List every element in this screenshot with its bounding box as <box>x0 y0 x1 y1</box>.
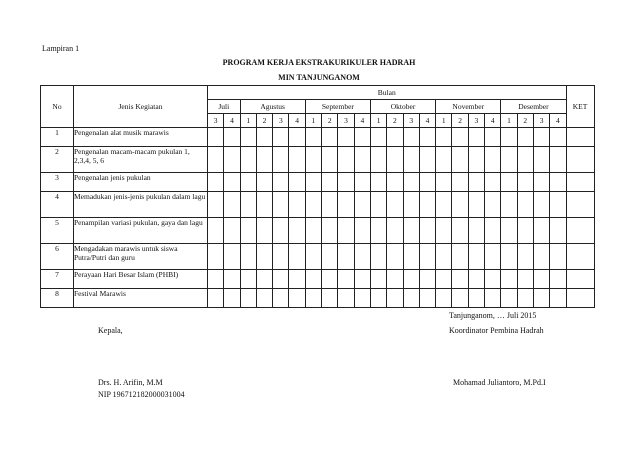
schedule-cell <box>322 270 338 289</box>
schedule-cell <box>452 173 468 192</box>
schedule-cell <box>501 289 517 308</box>
koordinator-role: Koordinator Pembina Hadrah <box>449 326 544 335</box>
schedule-cell <box>322 244 338 270</box>
schedule-cell <box>403 244 419 270</box>
schedule-cell <box>550 192 566 218</box>
schedule-cell <box>550 173 566 192</box>
schedule-cell <box>501 192 517 218</box>
activity-name: Memadukan jenis-jenis pukulan dalam lagu <box>74 192 208 218</box>
schedule-cell <box>208 218 224 244</box>
schedule-cell <box>289 218 305 244</box>
schedule-cell <box>452 244 468 270</box>
schedule-cell <box>354 147 370 173</box>
schedule-cell <box>501 270 517 289</box>
schedule-cell <box>533 192 549 218</box>
ket-cell <box>566 218 594 244</box>
table-row <box>41 289 595 308</box>
schedule-cell <box>240 270 256 289</box>
row-number: 5 <box>41 218 74 244</box>
schedule-cell <box>370 147 386 173</box>
schedule-cell <box>256 270 272 289</box>
month-header: Desember <box>501 100 566 114</box>
schedule-cell <box>517 173 533 192</box>
schedule-cell <box>533 218 549 244</box>
schedule-cell <box>240 244 256 270</box>
schedule-cell <box>322 147 338 173</box>
week-header: 3 <box>273 114 289 128</box>
schedule-cell <box>305 128 321 147</box>
activity-name: Perayaan Hari Besar Islam (PHBI) <box>74 270 208 289</box>
table-row <box>41 192 595 218</box>
schedule-cell <box>305 270 321 289</box>
schedule-cell <box>452 289 468 308</box>
schedule-cell <box>289 192 305 218</box>
header-kegiatan: Jenis Kegiatan <box>74 86 208 128</box>
schedule-cell <box>533 270 549 289</box>
schedule-cell <box>452 218 468 244</box>
lampiran-label: Lampiran 1 <box>42 44 80 53</box>
schedule-cell <box>550 244 566 270</box>
week-header: 2 <box>517 114 533 128</box>
kepala-role: Kepala, <box>98 326 123 335</box>
table-row <box>41 218 595 244</box>
schedule-cell <box>387 244 403 270</box>
schedule-cell <box>208 244 224 270</box>
schedule-cell <box>517 128 533 147</box>
schedule-cell <box>501 173 517 192</box>
schedule-cell <box>224 192 240 218</box>
schedule-cell <box>517 147 533 173</box>
schedule-cell <box>403 218 419 244</box>
activity-name: Pengenalan alat musik marawis <box>74 128 208 147</box>
schedule-cell <box>550 270 566 289</box>
schedule-cell <box>305 244 321 270</box>
week-header: 3 <box>208 114 224 128</box>
schedule-cell <box>224 289 240 308</box>
schedule-cell <box>305 289 321 308</box>
schedule-cell <box>322 173 338 192</box>
schedule-cell <box>550 289 566 308</box>
schedule-cell <box>452 147 468 173</box>
schedule-cell <box>387 173 403 192</box>
schedule-cell <box>273 147 289 173</box>
table-row <box>41 173 595 192</box>
week-header: 4 <box>224 114 240 128</box>
ket-cell <box>566 192 594 218</box>
schedule-cell <box>468 289 484 308</box>
schedule-cell <box>354 270 370 289</box>
week-header: 2 <box>256 114 272 128</box>
ket-cell <box>566 289 594 308</box>
schedule-cell <box>550 128 566 147</box>
schedule-cell <box>419 244 435 270</box>
schedule-cell <box>256 218 272 244</box>
week-header: 4 <box>289 114 305 128</box>
schedule-cell <box>338 128 354 147</box>
month-header: Oktober <box>370 100 435 114</box>
schedule-cell <box>289 270 305 289</box>
schedule-cell <box>240 218 256 244</box>
schedule-cell <box>517 270 533 289</box>
schedule-cell <box>403 147 419 173</box>
schedule-cell <box>208 192 224 218</box>
week-header: 4 <box>419 114 435 128</box>
schedule-cell <box>305 192 321 218</box>
schedule-cell <box>224 147 240 173</box>
schedule-cell <box>370 192 386 218</box>
schedule-cell <box>322 218 338 244</box>
schedule-cell <box>338 289 354 308</box>
schedule-cell <box>387 192 403 218</box>
ket-cell <box>566 270 594 289</box>
schedule-cell <box>419 270 435 289</box>
kepala-nip: NIP 196712182000031004 <box>98 390 185 399</box>
week-header: 3 <box>468 114 484 128</box>
schedule-cell <box>517 218 533 244</box>
schedule-cell <box>419 147 435 173</box>
schedule-cell <box>485 147 501 173</box>
week-header: 2 <box>322 114 338 128</box>
schedule-cell <box>485 289 501 308</box>
schedule-cell <box>370 128 386 147</box>
schedule-cell <box>240 147 256 173</box>
schedule-cell <box>387 147 403 173</box>
schedule-cell <box>436 128 452 147</box>
schedule-cell <box>485 173 501 192</box>
schedule-cell <box>370 270 386 289</box>
schedule-cell <box>305 173 321 192</box>
schedule-cell <box>517 192 533 218</box>
row-number: 3 <box>41 173 74 192</box>
schedule-cell <box>354 244 370 270</box>
schedule-cell <box>273 270 289 289</box>
schedule-cell <box>224 270 240 289</box>
schedule-cell <box>452 128 468 147</box>
month-header: Agustus <box>240 100 305 114</box>
schedule-cell <box>387 218 403 244</box>
school-title: MIN TANJUNGANOM <box>278 73 360 82</box>
schedule-cell <box>419 128 435 147</box>
schedule-cell <box>289 173 305 192</box>
schedule-cell <box>256 289 272 308</box>
schedule-cell <box>533 289 549 308</box>
schedule-cell <box>533 244 549 270</box>
schedule-cell <box>387 128 403 147</box>
schedule-cell <box>501 147 517 173</box>
header-no: No <box>41 86 74 128</box>
schedule-cell <box>322 192 338 218</box>
schedule-cell <box>338 173 354 192</box>
schedule-cell <box>289 147 305 173</box>
activity-name: Mengadakan marawis untuk siswa Putra/Putri dan guru <box>74 244 208 270</box>
schedule-cell <box>240 128 256 147</box>
schedule-cell <box>289 128 305 147</box>
week-header: 2 <box>452 114 468 128</box>
schedule-cell <box>273 218 289 244</box>
schedule-cell <box>273 173 289 192</box>
table-row <box>41 147 595 173</box>
schedule-cell <box>256 128 272 147</box>
schedule-cell <box>289 244 305 270</box>
program-table <box>40 85 595 308</box>
ket-cell <box>566 147 594 173</box>
schedule-cell <box>501 218 517 244</box>
schedule-cell <box>485 244 501 270</box>
koordinator-name: Mohamad Juliantoro, M.Pd.I <box>453 378 546 387</box>
schedule-cell <box>208 289 224 308</box>
schedule-cell <box>305 147 321 173</box>
row-number: 2 <box>41 147 74 173</box>
activity-name: Pengenalan macam-macam pukulan 1, 2,3,4, 5, 6 <box>74 147 208 173</box>
schedule-cell <box>273 244 289 270</box>
week-header: 2 <box>387 114 403 128</box>
week-header: 1 <box>240 114 256 128</box>
schedule-cell <box>436 270 452 289</box>
schedule-cell <box>468 173 484 192</box>
ket-cell <box>566 128 594 147</box>
schedule-cell <box>256 192 272 218</box>
schedule-cell <box>354 289 370 308</box>
schedule-cell <box>501 128 517 147</box>
schedule-cell <box>322 128 338 147</box>
week-header: 4 <box>550 114 566 128</box>
header-ket: KET <box>566 86 594 128</box>
activity-name: Festival Marawis <box>74 289 208 308</box>
schedule-cell <box>501 244 517 270</box>
schedule-cell <box>208 270 224 289</box>
schedule-cell <box>256 244 272 270</box>
week-header: 1 <box>370 114 386 128</box>
month-header: September <box>305 100 370 114</box>
week-header: 4 <box>354 114 370 128</box>
schedule-cell <box>419 218 435 244</box>
schedule-cell <box>224 218 240 244</box>
week-header: 3 <box>533 114 549 128</box>
schedule-cell <box>403 173 419 192</box>
row-number: 1 <box>41 128 74 147</box>
schedule-cell <box>338 192 354 218</box>
program-title: PROGRAM KERJA EKSTRAKURIKULER HADRAH <box>222 58 416 67</box>
schedule-cell <box>452 270 468 289</box>
schedule-cell <box>224 173 240 192</box>
schedule-cell <box>403 270 419 289</box>
ket-cell <box>566 173 594 192</box>
ket-cell <box>566 244 594 270</box>
schedule-cell <box>370 244 386 270</box>
table-row <box>41 128 595 147</box>
schedule-cell <box>338 218 354 244</box>
schedule-cell <box>354 218 370 244</box>
schedule-cell <box>468 147 484 173</box>
schedule-cell <box>256 173 272 192</box>
schedule-cell <box>533 128 549 147</box>
week-header: 3 <box>338 114 354 128</box>
schedule-cell <box>403 128 419 147</box>
schedule-cell <box>517 289 533 308</box>
schedule-cell <box>240 289 256 308</box>
schedule-cell <box>517 244 533 270</box>
schedule-cell <box>452 192 468 218</box>
schedule-cell <box>256 147 272 173</box>
schedule-cell <box>403 289 419 308</box>
week-header: 4 <box>485 114 501 128</box>
schedule-cell <box>370 218 386 244</box>
schedule-cell <box>468 270 484 289</box>
schedule-cell <box>468 218 484 244</box>
activity-name: Pengenalan jenis pukulan <box>74 173 208 192</box>
schedule-cell <box>387 270 403 289</box>
schedule-cell <box>273 192 289 218</box>
month-header: November <box>436 100 501 114</box>
schedule-cell <box>370 173 386 192</box>
schedule-cell <box>208 147 224 173</box>
schedule-cell <box>468 192 484 218</box>
row-number: 7 <box>41 270 74 289</box>
schedule-cell <box>533 173 549 192</box>
week-header: 1 <box>436 114 452 128</box>
schedule-cell <box>322 289 338 308</box>
schedule-cell <box>354 173 370 192</box>
schedule-cell <box>436 192 452 218</box>
schedule-cell <box>468 128 484 147</box>
schedule-cell <box>240 173 256 192</box>
schedule-cell <box>354 192 370 218</box>
schedule-cell <box>208 173 224 192</box>
schedule-cell <box>485 270 501 289</box>
schedule-cell <box>338 244 354 270</box>
kepala-name: Drs. H. Arifin, M.M <box>98 378 163 387</box>
schedule-cell <box>485 192 501 218</box>
row-number: 8 <box>41 289 74 308</box>
schedule-cell <box>224 128 240 147</box>
schedule-cell <box>436 147 452 173</box>
schedule-cell <box>273 289 289 308</box>
schedule-cell <box>550 147 566 173</box>
schedule-cell <box>354 128 370 147</box>
schedule-cell <box>485 218 501 244</box>
schedule-cell <box>419 192 435 218</box>
schedule-cell <box>533 147 549 173</box>
week-header: 1 <box>501 114 517 128</box>
schedule-cell <box>370 289 386 308</box>
schedule-cell <box>485 128 501 147</box>
row-number: 6 <box>41 244 74 270</box>
schedule-cell <box>338 147 354 173</box>
schedule-cell <box>273 128 289 147</box>
schedule-cell <box>208 128 224 147</box>
schedule-cell <box>387 289 403 308</box>
schedule-cell <box>436 244 452 270</box>
month-header: Juli <box>208 100 241 114</box>
schedule-cell <box>436 173 452 192</box>
header-bulan: Bulan <box>208 86 567 100</box>
schedule-cell <box>305 218 321 244</box>
table-row <box>41 270 595 289</box>
schedule-cell <box>468 244 484 270</box>
schedule-cell <box>240 192 256 218</box>
schedule-cell <box>289 289 305 308</box>
schedule-cell <box>436 289 452 308</box>
week-header: 3 <box>403 114 419 128</box>
row-number: 4 <box>41 192 74 218</box>
table-row <box>41 244 595 270</box>
week-header: 1 <box>305 114 321 128</box>
schedule-cell <box>419 173 435 192</box>
activity-name: Penampilan variasi pukulan, gaya dan lagu <box>74 218 208 244</box>
schedule-cell <box>436 218 452 244</box>
schedule-cell <box>224 244 240 270</box>
schedule-cell <box>550 218 566 244</box>
schedule-cell <box>338 270 354 289</box>
schedule-cell <box>419 289 435 308</box>
schedule-cell <box>403 192 419 218</box>
place-date: Tanjunganom, … Juli 2015 <box>449 311 537 320</box>
